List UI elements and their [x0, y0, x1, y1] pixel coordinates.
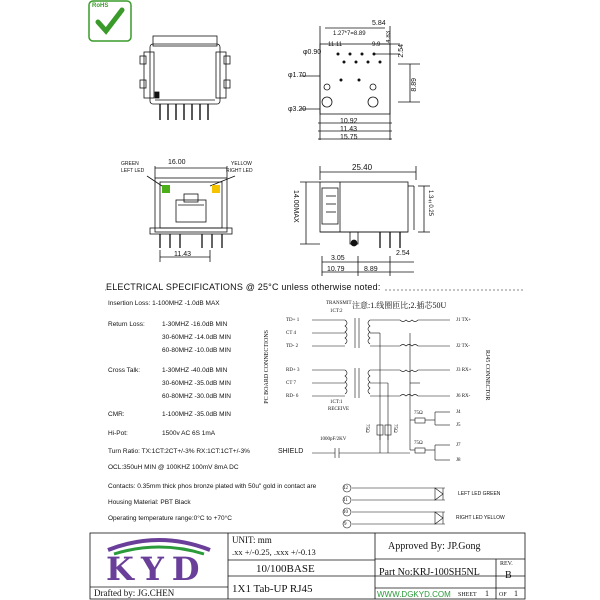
- led-pin-9: 9: [344, 522, 347, 527]
- dim-5-84: 5.84: [372, 20, 386, 27]
- yellow-led-label: YELLOW: [231, 161, 252, 167]
- resistor-2: 75Ω: [392, 424, 397, 433]
- rev-value: B: [505, 570, 512, 581]
- capacitor: 1000pF/2KV: [320, 437, 347, 442]
- rohs-badge: [88, 0, 132, 42]
- dim-2-54-top: 2.54: [398, 44, 405, 58]
- kyd-logo: [94, 536, 224, 586]
- rev-label: REV.: [500, 561, 513, 567]
- side-right-dim: 1.3±0.25: [427, 190, 433, 217]
- top-front-view: [140, 36, 230, 120]
- side-view: [300, 163, 430, 276]
- sheet-label: SHEET: [458, 592, 477, 598]
- front-width: 16.00: [168, 159, 186, 166]
- side-8-89: 8.89: [364, 266, 378, 273]
- rohs-label: RoHS: [92, 3, 109, 9]
- rj45-connector: RJ45 CONNECTOR: [484, 350, 490, 401]
- green-led-sub: LEFT LED: [121, 168, 145, 174]
- pin-j2: J2 TX-: [456, 344, 470, 349]
- spec-temp: Operating temperature range:0°C to +70°C: [108, 515, 232, 522]
- side-width: 25.40: [352, 163, 373, 172]
- spec-return-1: 1-30MHZ -16.0dB MIN: [162, 321, 228, 328]
- transmit-label: TRANSMIT: [326, 301, 352, 306]
- description: 1X1 Tab-UP RJ45: [232, 583, 313, 595]
- green-led-label: GREEN: [121, 161, 139, 167]
- yellow-led-mark: [212, 185, 220, 193]
- spec-hipot: 1500v AC 6S 1mA: [162, 430, 216, 437]
- pin-j8: J8: [456, 458, 461, 463]
- sheet-total: 1: [514, 589, 518, 598]
- green-led-mark: [162, 185, 170, 193]
- resistor-1: 75Ω: [364, 424, 369, 433]
- dim-hole-320: φ3.20: [288, 106, 307, 113]
- spec-cross-1: 1-30MHZ -40.0dB MIN: [162, 367, 228, 374]
- spec-contacts: Contacts: 0.35mm thick phos bronze plated with 50u" gold in contact are: [108, 483, 317, 490]
- spec-turn: Turn Ratio: TX:1CT:2CT+/-3% RX:1CT:1CT+/-3%: [108, 448, 250, 455]
- spec-insertion: Insertion Loss: 1-100MHZ -1.0dB MAX: [108, 300, 220, 307]
- dim-11-43-top: 11.43: [340, 126, 357, 133]
- led-pin-10: 10: [343, 510, 348, 515]
- side-3-05: 3.05: [331, 255, 345, 262]
- dim-10-92: 10.92: [340, 118, 358, 125]
- dim-9-9: 9.9: [372, 42, 381, 48]
- pin-j7: J7: [456, 443, 461, 448]
- side-height: 14.00MAX: [292, 190, 299, 223]
- side-2-54: 2.54: [396, 250, 410, 257]
- rx-ratio: 1CT:1: [330, 400, 343, 405]
- spec-cross-3: 60-80MHZ -30.0dB MIN: [162, 393, 231, 400]
- led-pin-11: 11: [343, 498, 348, 503]
- resistor-4: 75Ω: [414, 441, 423, 446]
- spec-cross-label: Cross Talk:: [108, 367, 141, 374]
- receive-label: RECEIVE: [328, 407, 350, 412]
- pin-td-plus: TD+ 1: [286, 318, 300, 323]
- pin-ct-7: CT 7: [286, 381, 297, 386]
- pcb-connections: PC BOARD CONNECTIONS: [264, 330, 270, 404]
- dim-11-11: 11.11: [328, 42, 343, 48]
- sheet-num: 1: [485, 589, 489, 598]
- spec-return-label: Return Loss:: [108, 321, 145, 328]
- schematic-note: 注意:1.线圈匝比;2.插芯50U: [352, 301, 447, 310]
- front-face-view: [147, 166, 235, 262]
- approved-by: Approved By: JP.Gong: [388, 541, 481, 552]
- sheet-of: OF: [499, 592, 507, 598]
- pin-rd-plus: RD+ 3: [286, 368, 300, 373]
- left-led-green: LEFT LED GREEN: [458, 491, 501, 497]
- dim-15-75: 15.75: [340, 134, 358, 141]
- pin-ct-4: CT 4: [286, 331, 297, 336]
- right-led-yellow: RIGHT LED YELLOW: [456, 515, 505, 521]
- dim-hole-090: φ0.90: [303, 49, 322, 56]
- spec-hipot-label: Hi-Pot:: [108, 430, 128, 437]
- dim-8-89-top: 8.89: [411, 78, 418, 92]
- resistor-3: 75Ω: [414, 411, 423, 416]
- spec-cmr-label: CMR:: [108, 411, 125, 418]
- pin-j3: J3 RX+: [456, 368, 472, 373]
- led-pin-12: 12: [343, 486, 348, 491]
- spec-return-3: 60-80MHZ -10.0dB MIN: [162, 347, 231, 354]
- pin-j1: J1 TX+: [456, 318, 472, 323]
- front-bottom-dim: 11.43: [174, 251, 191, 258]
- pin-td-minus: TD- 2: [286, 344, 299, 349]
- tolerance: .xx +/-0.25, .xxx +/-0.13: [232, 547, 316, 557]
- part-number: Part No:KRJ-100SH5NL: [379, 567, 480, 578]
- spec-housing: Housing Material: PBT Black: [108, 499, 191, 506]
- tx-ratio: 1CT:2: [330, 309, 343, 314]
- spec-cmr: 1-100MHZ -35.0dB MIN: [162, 411, 231, 418]
- unit: UNIT: mm: [232, 535, 272, 545]
- spec-heading: ELECTRICAL SPECIFICATIONS @ 25°C unless otherwise noted:: [106, 282, 384, 292]
- schematic-lines: [312, 318, 450, 528]
- drafted-by: Drafted by: JG.CHEN: [94, 588, 175, 598]
- website: WWW.DGKYD.COM: [377, 590, 451, 599]
- spec-ocl: OCL:350uH MIN @ 100KHZ 100mV 8mA DC: [108, 464, 239, 471]
- pin-j5: J5: [456, 423, 461, 428]
- dim-4-83: 4.83: [386, 31, 392, 43]
- shield-label: SHIELD: [278, 448, 304, 455]
- kyd-logo-text: KYD: [106, 550, 208, 588]
- pin-j6: J6 RX-: [456, 394, 471, 399]
- pin-j4: J4: [456, 410, 461, 415]
- dim-pitch: 1.27*7=8.89: [333, 31, 366, 37]
- spec-cross-2: 30-60MHZ -35.0dB MIN: [162, 380, 231, 387]
- yellow-led-sub: RIGHT LED: [226, 168, 253, 174]
- pin-rd-minus: RD- 6: [286, 394, 299, 399]
- product: 10/100BASE: [256, 563, 315, 575]
- side-10-79: 10.79: [327, 266, 345, 273]
- dim-hole-170: φ1.70: [288, 72, 307, 79]
- spec-return-2: 30-60MHZ -14.0dB MIN: [162, 334, 231, 341]
